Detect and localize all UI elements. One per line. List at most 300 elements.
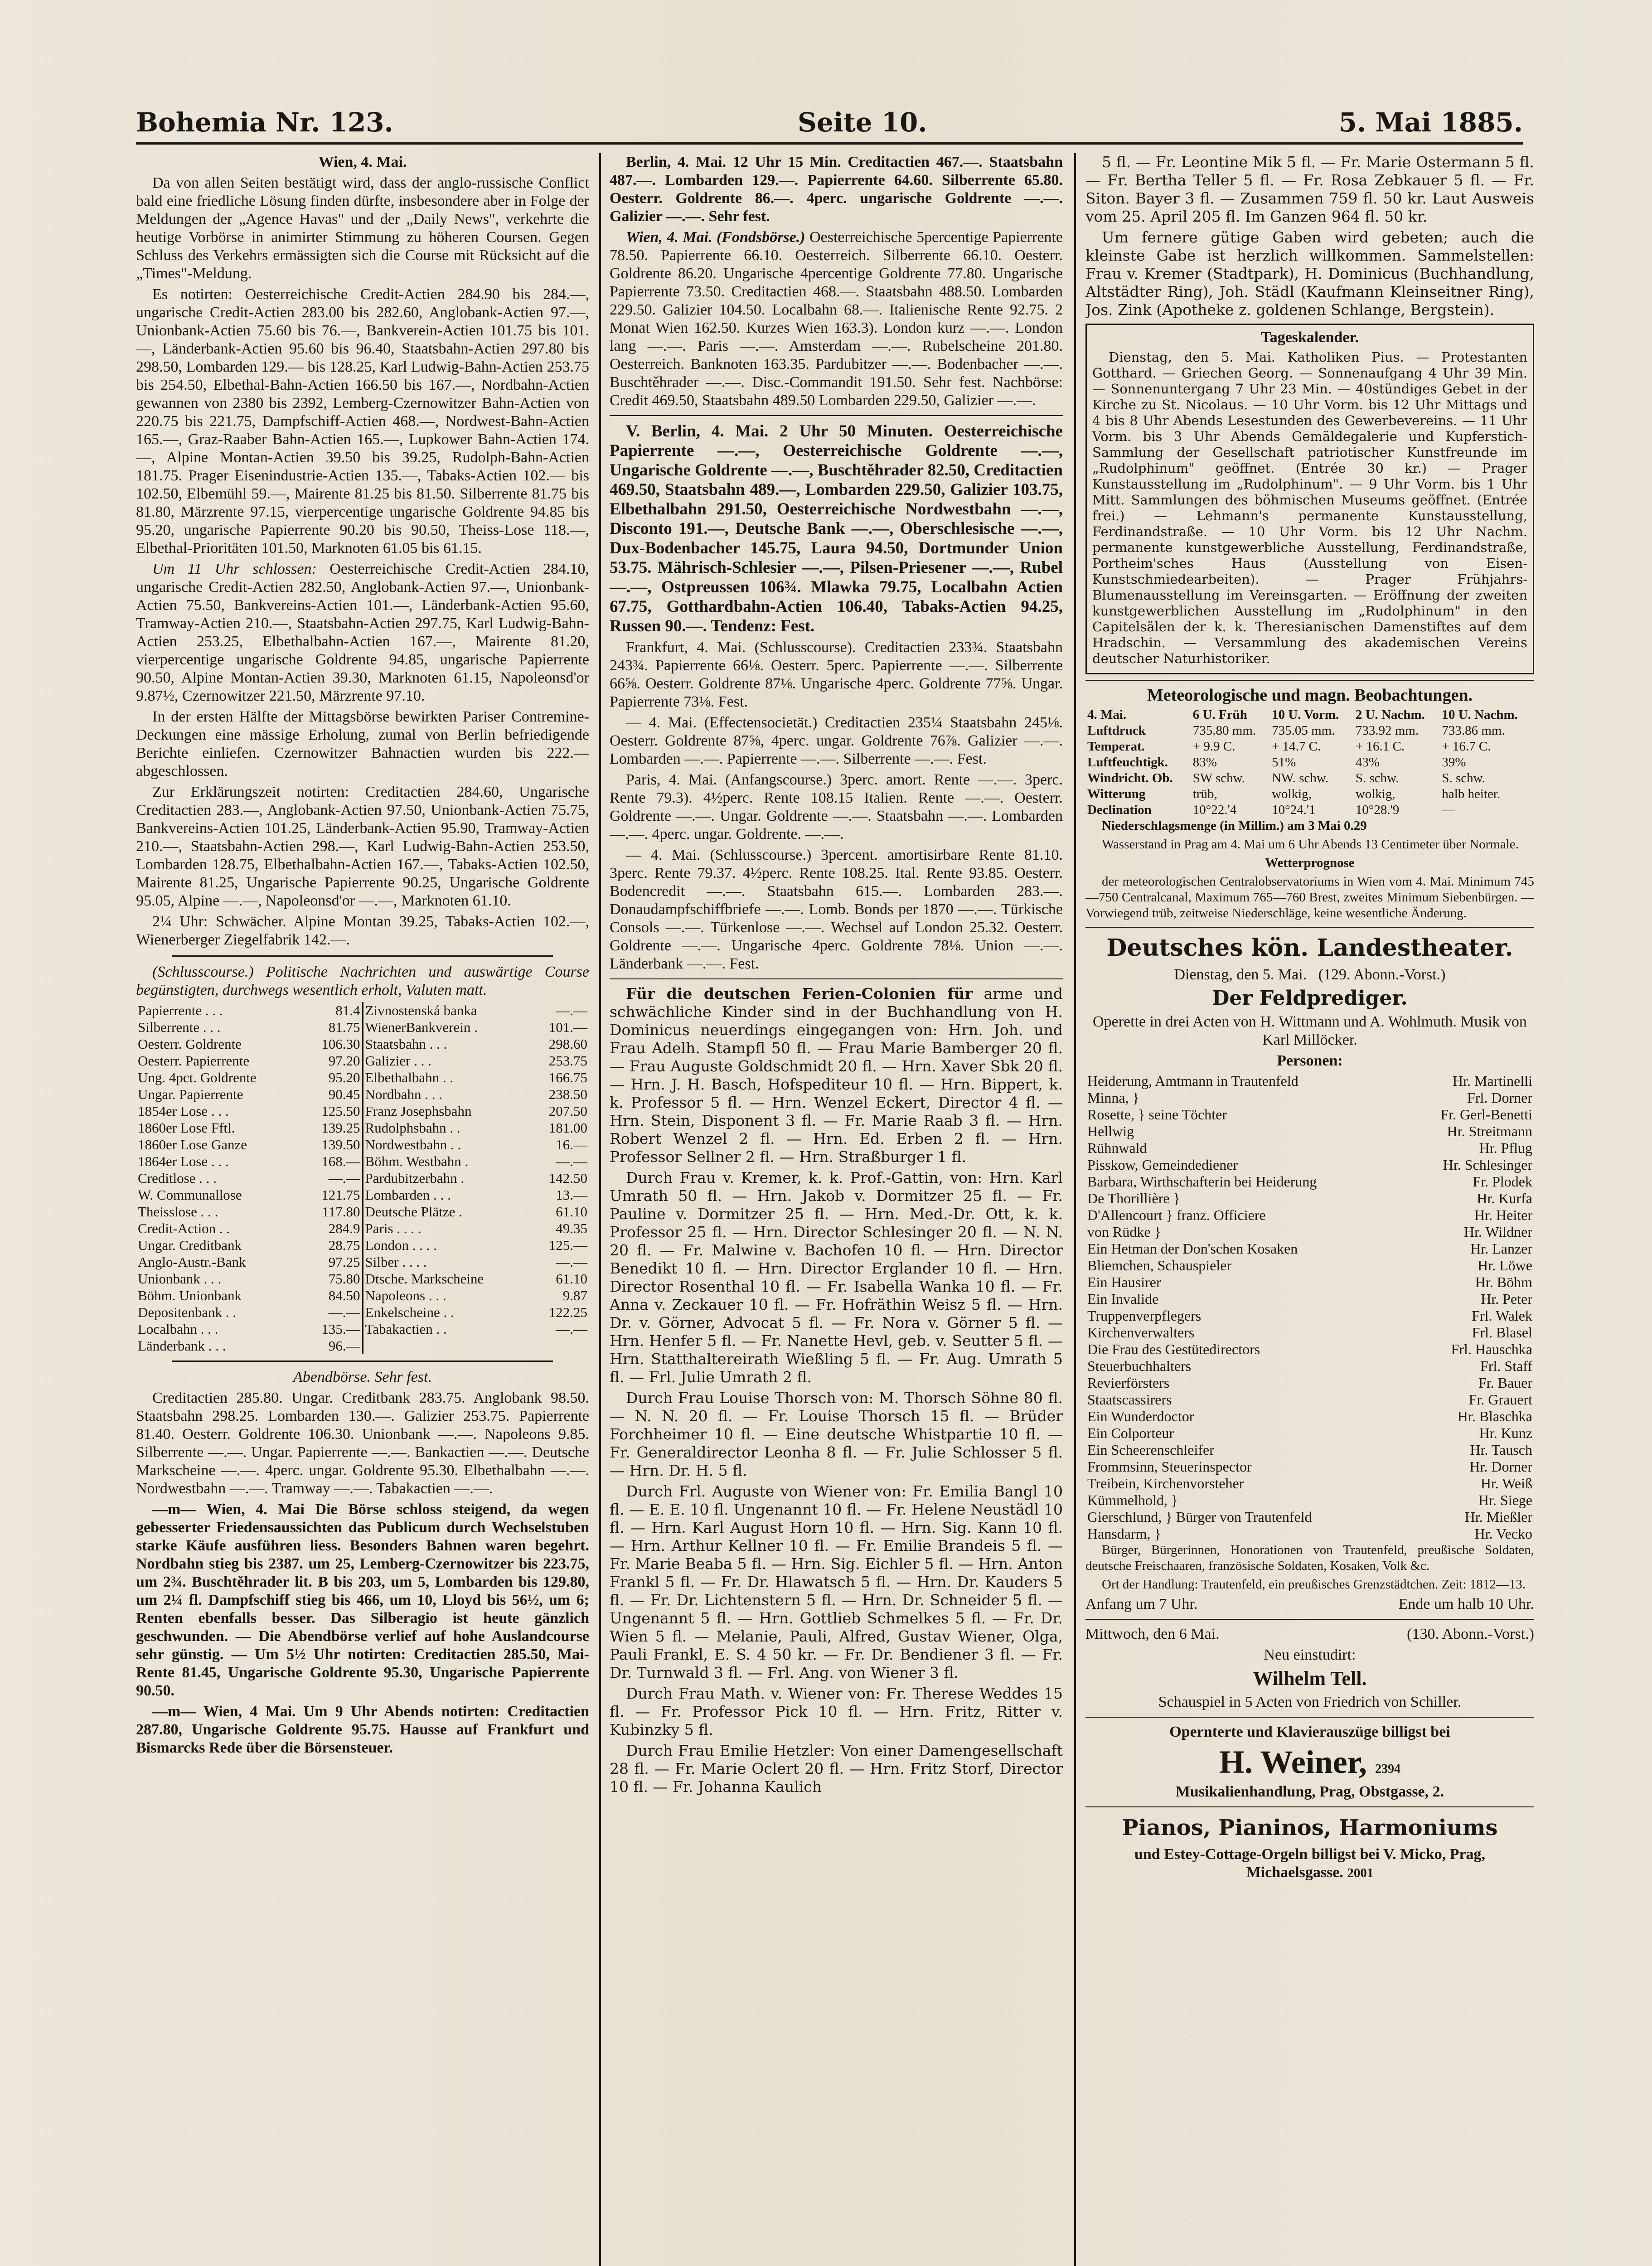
rates-table xyxy=(136,1002,589,1354)
rate-name: Oesterr. Goldrente xyxy=(138,1036,242,1052)
cast-row xyxy=(1085,1106,1534,1123)
wien-p4: In der ersten Hälfte der Mittagsbörse bewirkten Pariser Contremine-Deckungen eine mässige Erholung, zumal von Berlin befriedigende Berichte einliefen. Czernowitzer Bahnactien wurden bis 222.— abgeschlossen. xyxy=(136,708,589,780)
met-table xyxy=(1085,707,1534,818)
rate-name: Paris . . . . xyxy=(365,1220,421,1236)
cast-role: Ein Colporteur xyxy=(1087,1425,1174,1441)
cast-row xyxy=(1085,1375,1534,1391)
ad2-num: 2001 xyxy=(1347,1866,1374,1880)
cast-actor: Hr. Schlesinger xyxy=(1443,1157,1532,1173)
rates-row xyxy=(136,1069,589,1086)
mittwoch-line xyxy=(1085,1625,1534,1643)
rate-value: 61.10 xyxy=(556,1204,587,1220)
met-title: Meteorologische und magn. Beobachtungen. xyxy=(1147,686,1473,705)
column-divider-1 xyxy=(599,153,601,2266)
ferien3: Durch Frau Louise Thorsch von: M. Thorsch Söhne 80 fl. — N. N. 20 fl. — Fr. Louise Thorsch 15 fl. — Brüder Forchheimer 10 fl. — Eine deutsche Whistpartie 10 fl. — Fr. Generaldirector Leonha 8 fl. — Fr. Julie Schlosser 5 fl. — Hrn. Dr. H. 5 fl. xyxy=(610,1389,1063,1479)
column-3 xyxy=(1085,153,1534,2266)
rate-name: Ungar. Creditbank xyxy=(138,1237,242,1253)
met-label: Declination xyxy=(1087,803,1152,817)
wien-p3-head: Um 11 Uhr schlossen: xyxy=(152,561,317,577)
cast-row xyxy=(1085,1307,1534,1324)
met-niederschlag: Niederschlagsmenge (in Millim.) am 3 Mai 0.29 xyxy=(1102,818,1367,833)
rates-row xyxy=(136,1103,589,1119)
rate-value: —.— xyxy=(556,1321,587,1337)
wien3-text xyxy=(136,1703,589,1757)
cast-actor: Frl. Staff xyxy=(1480,1358,1532,1374)
rates-row xyxy=(136,1337,589,1354)
met-wasser: Wasserstand in Prag am 4. Mai um 6 Uhr Abends 13 Centimeter über Normale. xyxy=(1102,837,1519,852)
met-value: 43% xyxy=(1355,755,1380,770)
cast-row xyxy=(1085,1425,1534,1442)
rate-name: Franz Josephsbahn xyxy=(365,1103,472,1119)
cast-role: Ein Hausirer xyxy=(1087,1274,1161,1290)
cast-row xyxy=(1085,1073,1534,1089)
rate-name: Depositenbank . . xyxy=(138,1304,236,1320)
rate-name: 1864er Lose . . . xyxy=(138,1153,229,1169)
rate-value: 168.— xyxy=(304,1153,363,1170)
met-value: NW. schw. xyxy=(1272,771,1329,785)
met-value: trüb, xyxy=(1192,787,1217,801)
abend-title: Abendbörse. Sehr fest. xyxy=(293,1369,432,1385)
rate-value: 96.— xyxy=(304,1337,363,1354)
rate-name: Dtsche. Markscheine xyxy=(365,1271,484,1287)
rates-row xyxy=(136,1002,589,1019)
rates-row xyxy=(136,1287,589,1304)
issue-date: 5. Mai 1885. xyxy=(1338,107,1523,138)
cast-actor: Hr. Vecko xyxy=(1474,1525,1532,1542)
cast-role: Hansdarm, } xyxy=(1087,1525,1161,1542)
anfang: Anfang um 7 Uhr. xyxy=(1085,1596,1198,1612)
tell-title: Wilhelm Tell. xyxy=(1253,1667,1367,1690)
separator xyxy=(1085,927,1534,928)
ad2-title: Pianos, Pianinos, Harmoniums xyxy=(1122,1815,1498,1840)
met-value: 735.05 mm. xyxy=(1272,723,1335,738)
met-value: 10°24.'1 xyxy=(1272,803,1316,817)
cast-row xyxy=(1085,1509,1534,1525)
cast-actor: Hr. Tausch xyxy=(1470,1442,1532,1458)
met-label: Luftfeuchtigk. xyxy=(1087,755,1168,770)
cast-role: Kümmelhold, } xyxy=(1087,1492,1178,1508)
cast-role: Heiderung, Amtmann in Trautenfeld xyxy=(1087,1073,1298,1089)
cast-row xyxy=(1085,1190,1534,1207)
met-value: wolkig, xyxy=(1272,787,1312,801)
rate-name: Böhm. Unionbank xyxy=(138,1288,242,1303)
rates-row xyxy=(136,1086,589,1103)
header-rule xyxy=(136,142,1523,145)
cast-actor: Frl. Walek xyxy=(1472,1307,1532,1324)
rate-name: London . . . . xyxy=(365,1237,437,1253)
wien2-head: —m— Wien, 4. Mai xyxy=(152,1501,305,1518)
rate-value: 284.9 xyxy=(304,1220,363,1237)
rate-value: 81.4 xyxy=(304,1002,363,1019)
rate-value: 125.50 xyxy=(304,1103,363,1119)
met-value: + 9.9 C. xyxy=(1192,739,1235,754)
rate-value: 166.75 xyxy=(548,1070,587,1085)
cast-actor: Hr. Kurfa xyxy=(1477,1190,1532,1206)
rate-name: Länderbank . . . xyxy=(138,1338,226,1354)
rate-value: 135.— xyxy=(304,1321,363,1337)
tell-desc: Schauspiel in 5 Acten von Friedrich von Schiller. xyxy=(1158,1694,1462,1710)
met-value: S. schw. xyxy=(1355,771,1399,785)
rates-row xyxy=(136,1220,589,1237)
cast-actor: Hr. Mießler xyxy=(1464,1509,1532,1525)
rate-value: 16.— xyxy=(556,1137,587,1152)
cast-role: Gierschlund, } Bürger von Trautenfeld xyxy=(1087,1509,1312,1525)
rates-row xyxy=(136,1036,589,1052)
rate-name: Nordwestbahn . . xyxy=(365,1137,461,1152)
cast-actor: Hr. Pflug xyxy=(1479,1140,1532,1156)
rate-name: Galizier . . . xyxy=(365,1053,431,1069)
ad2-text xyxy=(1085,1845,1534,1882)
cast-role: Ein Invalide xyxy=(1087,1291,1159,1307)
paris1: Paris, 4. Mai. (Anfangscourse.) 3perc. amort. Rente —.—. 3perc. Rente 79.3). 4½perc. Rente 108.15 Italien. Rente —.—. Oesterr. Goldrente —.—. Ungar. Goldrente —.—. Staatsbahn —.—. Lombarden —.—. 4perc. ungar. Goldrente. —.—. xyxy=(610,771,1063,842)
theater-title: Deutsches kön. Landestheater. xyxy=(1106,934,1513,962)
play-desc: Operette in drei Acten von H. Wittmann und A. Wohlmuth. Musik von Karl Millöcker. xyxy=(1093,1013,1527,1048)
wetter-title: Wetterprognose xyxy=(1265,856,1355,870)
cast-role: Barbara, Wirthschafterin bei Heiderung xyxy=(1087,1173,1317,1190)
rate-value: 139.25 xyxy=(304,1119,363,1136)
met-header-cell: 10 U. Nachm. xyxy=(1442,707,1518,722)
cast-role: Ein Wunderdoctor xyxy=(1087,1408,1194,1424)
met-value: + 16.1 C. xyxy=(1355,739,1405,754)
neu: Neu einstudirt: xyxy=(1264,1646,1356,1663)
rates-row xyxy=(136,1203,589,1220)
cast-actor: Hr. Wildner xyxy=(1464,1224,1532,1240)
rate-value: 207.50 xyxy=(548,1103,587,1119)
wien-title: Wien, 4. Mai. xyxy=(318,154,407,170)
rate-value: 49.35 xyxy=(556,1220,587,1236)
cast-row xyxy=(1085,1207,1534,1224)
separator xyxy=(1085,680,1534,681)
cast-row xyxy=(1085,1274,1534,1291)
newspaper-name: Bohemia Nr. 123. xyxy=(136,107,393,138)
ad1-addr: Musikalienhandlung, Prag, Obstgasse, 2. xyxy=(1175,1783,1444,1800)
met-label: Windricht. Ob. xyxy=(1087,771,1173,785)
rate-value: 61.10 xyxy=(556,1271,587,1287)
rate-name: Deutsche Plätze . xyxy=(365,1204,462,1220)
rate-value: 101.— xyxy=(548,1019,587,1035)
rate-name: Unionbank . . . xyxy=(138,1271,222,1287)
wien-fonds-body: Oesterreichische 5percentige Papierrente 78.50. Papierrente 66.10. Oesterreich. Silberrente 66.10. Oesterr. Goldrente 86.20. Ungarische 4percentige Goldrente 77.80. Ungarische Papierrente 73.50. Creditactien 468.—. Staatsbahn 488.50. Lombarden 229.50. Galizier 104.50. Localbahn 68.—. Italienische Rente 92.75. 2 Monat Wien 162.50. Kurzes Wien 163.3). London kurz —.—. London lang —.—. Paris —.—. Amsterdam —.—. Rubelscheine 201.80. Oesterreich. Banknoten 163.35. Pardubitzer —.—. Bodenbacher —.—. Buschtěhrader —.—. Disc.-Commandit 191.50. Sehr fest. Nachbörse: Credit 469.50, Staatsbahn 489.50 Lombarden 229.50, Galizier —.—. xyxy=(610,229,1063,409)
met-value: 51% xyxy=(1272,755,1296,770)
theater-ort: Ort der Handlung: Trautenfeld, ein preußisches Grenzstädtchen. Zeit: 1812—13. xyxy=(1102,1577,1526,1592)
page-header xyxy=(136,107,1523,139)
wien2-text xyxy=(136,1501,589,1700)
rate-name: Silber . . . . xyxy=(365,1254,427,1270)
rate-name: Rudolphsbahn . . xyxy=(365,1120,460,1136)
rate-value: —.— xyxy=(556,1002,587,1018)
separator xyxy=(172,1361,553,1362)
cast-role: Revierförsters xyxy=(1087,1375,1170,1391)
frankfurt2: — 4. Mai. (Effectensocietät.) Creditactien 235¼ Staatsbahn 245⅛. Oesterr. Goldrente 87⅝, 4perc. ungar. Goldrente 76⅞. Galizier —.—. Lombarden —.—. Papierrente —.—. Silberrente —.—. Fest. xyxy=(610,714,1063,767)
met-header-row xyxy=(1085,707,1534,723)
separator xyxy=(1085,1619,1534,1620)
rate-name: Tabakactien . . xyxy=(365,1321,447,1337)
ad1-name xyxy=(1085,1744,1534,1780)
cast-row xyxy=(1085,1492,1534,1509)
cast-actor: Hr. Böhm xyxy=(1475,1274,1532,1290)
rates-row xyxy=(136,1119,589,1136)
rate-name: Böhm. Westbahn . xyxy=(365,1153,469,1169)
rate-name: Ungar. Papierrente xyxy=(138,1086,243,1102)
ferien-cont: 5 fl. — Fr. Leontine Mik 5 fl. — Fr. Marie Ostermann 5 fl. — Fr. Bertha Teller 5 fl. — Fr. Rosa Zebkauer 5 fl. — Fr. Siton. Bayer 3 fl. — Zusammen 759 fl. 50 kr. Laut Ausweis vom 25. April 205 fl. Im Ganzen 964 fl. 50 kr. xyxy=(1085,153,1534,225)
cast-role: Ein Scheerenschleifer xyxy=(1087,1442,1214,1458)
rate-value: 9.87 xyxy=(562,1288,587,1303)
rate-value: 106.30 xyxy=(304,1036,363,1052)
cast-role: Bliemchen, Schauspieler xyxy=(1087,1257,1232,1273)
cast-row xyxy=(1085,1257,1534,1274)
abend-text: Creditactien 285.80. Ungar. Creditbank 283.75. Anglobank 98.50. Staatsbahn 298.25. Lombarden 130.—. Galizier 253.75. Papierrente 81.40. Oesterr. Goldrente 106.30. Unionbank —.—. Napoleons 9.85. Silberrente —.—. Ungar. Papierrente —.—. Bankactien —.—. Deutsche Markscheine —.—. 4perc. ungar. Goldrente 95.30. Elbethalbahn —.—. Nordwestbahn —.—. Tramway —.—. Tabakactien —.—. xyxy=(136,1390,589,1497)
rate-name: 1854er Lose . . . xyxy=(138,1103,229,1119)
cast-role: Staatscassirers xyxy=(1087,1391,1172,1408)
cast-row xyxy=(1085,1442,1534,1458)
cast-role: Rühnwald xyxy=(1087,1140,1147,1156)
cast-row xyxy=(1085,1140,1534,1157)
rate-name: Lombarden . . . xyxy=(365,1187,451,1203)
rate-value: —.— xyxy=(304,1304,363,1321)
rate-value: 253.75 xyxy=(548,1053,587,1069)
ferien-title: Für die deutschen Ferien-Colonien für xyxy=(626,985,973,1002)
rate-value: —.— xyxy=(556,1254,587,1270)
met-value: wolkig, xyxy=(1355,787,1395,801)
rate-value: 95.20 xyxy=(304,1069,363,1086)
wien3-head: —m— Wien, 4 Mai. xyxy=(152,1703,296,1720)
rate-name: Napoleons . . . xyxy=(365,1288,446,1303)
rate-value: 28.75 xyxy=(304,1237,363,1254)
rate-name: Staatsbahn . . . xyxy=(365,1036,447,1052)
cast-row xyxy=(1085,1173,1534,1190)
kal-text: Dienstag, den 5. Mai. Katholiken Pius. — Protestanten Gotthard. — Griechen Georg. — Sonnenaufgang 4 Uhr 39 Min. — Sonnenuntergang 7 Uhr 23 Min. — 40stündiges Gebet in der Kirche zu St. Nicolaus. — 10 Uhr Vorm. bis 12 Uhr Mittags und 4 bis 8 Uhr Abends Lesestunden des Gewerbevereins. — 11 Uhr Vorm. bis 3 Uhr Abends Gemäldegalerie und Kupferstich-Sammlung der Gesellschaft patriotischer Kunstfreunde im „Rudolphinum" geöffnet. (Entrée 30 kr.) — Prager Kunstausstellung im „Rudolphinum". — 9 Uhr Vorm. bis 1 Uhr Mitt. Sammlungen des böhmischen Museums geöffnet. (Entrée frei.) — Lehmann's permanente Kunstausstellung, Ferdinandstraße. — 10 Uhr Vorm. bis 12 Uhr Nachm. permanente kunstgewerbliche Ausstellung, Ferdinandstraße, Portheim'sches Haus (Ausstellung von Eisen-Kunstschmiedearbeiten). — Prager Frühjahrs-Blumenausstellung im Vereinsgarten. — Eröffnung der zweiten kunstgewerblichen Ausstellung im „Rudolphinum" in den Capitelsälen der k. k. Theresianischen Damenstiftes auf dem Hradschin. — Versammlung des akademischen Vereins deutscher Naturhistoriker. xyxy=(1092,349,1527,666)
rates-row xyxy=(136,1321,589,1337)
cast-actor: Hr. Heiter xyxy=(1474,1207,1532,1223)
column-2 xyxy=(610,153,1063,2266)
theater-abonn: (129. Abonn.-Vorst.) xyxy=(1318,966,1446,983)
rate-value: 84.50 xyxy=(304,1287,363,1304)
met-value: 10°28.'9 xyxy=(1355,803,1400,817)
met-header-cell: 10 U. Vorm. xyxy=(1272,707,1339,722)
met-value: + 14.7 C. xyxy=(1272,739,1321,754)
met-value: 83% xyxy=(1192,755,1217,770)
cast-actor: Fr. Grauert xyxy=(1468,1391,1532,1408)
cast-row xyxy=(1085,1324,1534,1341)
cast-role: Hellwig xyxy=(1087,1123,1134,1139)
cast-row xyxy=(1085,1475,1534,1492)
wien-p5: Zur Erklärungszeit notirten: Creditactien 284.60, Ungarische Creditactien 283.—, Anglobank-Actien 97.50, Unionbank-Actien 75.75, Bankvereins-Actien 101.25, Länderbank-Actien 95.90, Tramway-Actien 210.—, Staatsbahn-Actien 298.—, Karl Ludwig-Bahn-Actien 253.50, Lombarden 128.75, Elbethalbahn-Actien 167.—, Tabaks-Actien 102.50, Mairente 81.25, Ungarische Papierrente 90.25, Ungarische Goldrente 95.05, Alpine —.—, Napoleonsd'or —.—, Marknoten 61.10. xyxy=(136,784,589,909)
cast-row xyxy=(1085,1240,1534,1257)
met-row xyxy=(1085,723,1534,739)
cast-actor: Hr. Weiß xyxy=(1480,1475,1532,1491)
wien3-body: Um 9 Uhr Abends notirten: Creditactien 287.80, Ungarische Goldrente 95.75. Hausse auf Frankfurt und Bismarcks Rede über die Börsensteuer. xyxy=(136,1703,589,1756)
separator xyxy=(610,978,1063,979)
cast-row xyxy=(1085,1408,1534,1425)
wien-p2: Es notirten: Oesterreichische Credit-Actien 284.90 bis 284.—, ungarische Credit-Actien 283.00 bis 282.60, Anglobank-Actien 97.—, Unionbank-Actien 75.60 bis 76.—, Bankverein-Actien 101.75 bis 101.—, Länderbank-Actien 95.60 bis 96.40, Staatsbahn-Actien 297.80 bis 298.50, Lombarden 129.— bis 128.25, Karl Ludwig-Bahn-Actien 253.75 bis 254.50, Elbethal-Bahn-Actien 166.50 bis 167.—, Nordbahn-Actien gewannen von 2380 bis 2392, Lemberg-Czernowitzer Bahn-Actien von 220.75 bis 221.75, Dampfschiff-Actien 468.—, Nordwest-Bahn-Actien 165.—, Graz-Raaber Bahn-Actien 165.—, Lupkower Bahn-Actien 174.—, Alpine Montan-Actien 39.50 bis 39.25, Rudolph-Bahn-Actien 181.75. Prager Eisenindustrie-Actien 135.—, Tabaks-Actien 102.— bis 102.50, Elbemühl 59.—, Mairente 81.25 bis 81.50. Silberrente 81.75 bis 81.80, Märzrente 97.15, vierpercentige ungarische Goldrente 94.85 bis 95.20, ungarische Papierrente 90.20 bis 90.50, Theiss-Lose 118.—, Elbethal-Prioritäten 101.50, Marknoten 61.05 bis 61.15. xyxy=(136,286,589,557)
rate-name: WienerBankverein . xyxy=(365,1019,478,1035)
cast-role: Kirchenverwalters xyxy=(1087,1324,1195,1341)
cast-actor: Frl. Dorner xyxy=(1467,1089,1532,1106)
rate-value: 90.45 xyxy=(304,1086,363,1103)
cast-role: Rosette, } seine Töchter xyxy=(1087,1106,1227,1123)
theater-times xyxy=(1085,1595,1534,1613)
rate-value: 139.50 xyxy=(304,1136,363,1153)
met-value: — xyxy=(1442,803,1455,817)
ad1-num: 2394 xyxy=(1375,1762,1401,1776)
cast-role: Treibein, Kirchenvorsteher xyxy=(1087,1475,1244,1491)
met-label: Witterung xyxy=(1087,787,1146,801)
cast-role: Die Frau des Gestütedirectors xyxy=(1087,1341,1260,1357)
rate-name: Elbethalbahn . . xyxy=(365,1070,454,1085)
cast-actor: Hr. Kunz xyxy=(1479,1425,1532,1441)
rate-value: 97.25 xyxy=(304,1254,363,1270)
ad2-text-body: und Estey-Cottage-Orgeln billigst bei V. Micko, Prag, Michaelsgasse. xyxy=(1134,1846,1486,1881)
cast-row xyxy=(1085,1224,1534,1240)
met-label: Temperat. xyxy=(1087,739,1145,754)
rates-row xyxy=(136,1019,589,1036)
rate-value: 81.75 xyxy=(304,1019,363,1036)
cast-actor: Hr. Löwe xyxy=(1478,1257,1532,1273)
cast-role: Minna, } xyxy=(1087,1089,1139,1106)
cast-role: von Rüdke } xyxy=(1087,1224,1161,1240)
cast-role: Pisskow, Gemeindediener xyxy=(1087,1157,1238,1173)
ferien6: Durch Frau Emilie Hetzler: Von einer Damengesellschaft 28 fl. — Fr. Marie Oclert 20 fl. — Hrn. Fritz Storf, Director 10 fl. — Fr. Johanna Kaulich xyxy=(610,1742,1063,1796)
rate-name: 1860er Lose Ganze xyxy=(138,1137,247,1152)
cast-row xyxy=(1085,1458,1534,1475)
rates-row xyxy=(136,1237,589,1254)
cast-actor: Fr. Bauer xyxy=(1478,1375,1532,1391)
cast-row xyxy=(1085,1089,1534,1106)
rates-row xyxy=(136,1153,589,1170)
theater-date: Dienstag, den 5. Mai. xyxy=(1174,966,1307,983)
paris2: — 4. Mai. (Schlusscourse.) 3percent. amortisirbare Rente 81.10. 3perc. Rente 79.37. 4½perc. Rente 108.25. Ital. Rente 93.85. Oesterr. Bodencredit —.—. Staatsbahn 615.—. Lombarden 283.—. Donaudampfschiffbriefe —.—. Lomb. Bonds per 1870 —.—. Türkische Consols —.—. Türkenlose —.—. Wechsel auf London 25.32. Oesterr. Goldrente —.—. Ungarische 4perc. Goldrente 78⅛. Union —.—. Länderbank —.—. Fest. xyxy=(610,847,1063,972)
cast-actor: Hr. Blaschka xyxy=(1457,1408,1532,1424)
met-value: + 16.7 C. xyxy=(1442,739,1491,754)
tageskalender-box xyxy=(1085,324,1534,674)
cast-role: De Thorillière } xyxy=(1087,1190,1180,1206)
rate-value: 97.20 xyxy=(304,1052,363,1069)
ad1-top: Opernterte und Klavierauszüge billigst bei xyxy=(1169,1724,1450,1740)
theater-date-line xyxy=(1085,966,1534,984)
met-header-cell: 2 U. Nachm. xyxy=(1355,707,1425,722)
cast-actor: Hr. Lanzer xyxy=(1470,1240,1532,1257)
cast-actor: Fr. Gerl-Benetti xyxy=(1440,1106,1532,1123)
cast-row xyxy=(1085,1525,1534,1542)
cast-role: Ein Hetman der Don'schen Kosaken xyxy=(1087,1240,1298,1257)
separator xyxy=(610,415,1063,416)
met-row xyxy=(1085,802,1534,818)
cast-row xyxy=(1085,1341,1534,1358)
cast-row xyxy=(1085,1358,1534,1375)
rate-name: Nordbahn . . . xyxy=(365,1086,442,1102)
met-value: 39% xyxy=(1442,755,1466,770)
separator xyxy=(1085,1806,1534,1807)
personen: Personen: xyxy=(1277,1052,1343,1069)
rate-value: 298.60 xyxy=(548,1036,587,1052)
cast-role: D'Allencourt } franz. Officiere xyxy=(1087,1207,1266,1223)
separator xyxy=(172,955,553,957)
berlin2 xyxy=(610,421,1063,636)
rate-value xyxy=(531,1337,589,1354)
cast-role: Truppenverpflegers xyxy=(1087,1307,1201,1324)
berlin2-head: V. Berlin, 4. Mai. 2 Uhr 50 Minuten. xyxy=(626,422,933,441)
kal-title: Tageskalender. xyxy=(1261,329,1359,346)
rate-name: 1860er Lose Fftl. xyxy=(138,1120,235,1136)
met-row xyxy=(1085,770,1534,786)
rate-value: 121.75 xyxy=(304,1186,363,1203)
rate-name xyxy=(363,1337,531,1354)
met-header-cell: 6 U. Früh xyxy=(1192,707,1247,722)
rates-row xyxy=(136,1270,589,1287)
rate-value: —.— xyxy=(556,1153,587,1169)
rate-name: Theisslose . . . xyxy=(138,1204,218,1220)
rate-name: Pardubitzerbahn . xyxy=(365,1170,465,1186)
rate-name: Creditlose . . . xyxy=(138,1170,217,1186)
met-row xyxy=(1085,755,1534,770)
ferien-cont2: Um fernere gütige Gaben wird gebeten; auch die kleinste Gabe ist herzlich willkommen. Sammelstellen: Frau v. Kremer (Stadtpark), H. Dominicus (Buchhandlung, Altstädter Ring), Joh. Städl (Kaufmann Kleinseitner Ring), Jos. Zink (Apotheke z. goldenen Schlange, Bergstein). xyxy=(1085,228,1534,319)
met-value: 10°22.'4 xyxy=(1192,803,1237,817)
met-value: 735.80 mm. xyxy=(1192,723,1256,738)
ferien5: Durch Frau Math. v. Wiener von: Fr. Therese Weddes 15 fl. — Fr. Professor Pick 10 fl. — Hrn. Fritz, Ritter v. Kubinzky 5 fl. xyxy=(610,1685,1063,1738)
met-label: Luftdruck xyxy=(1087,723,1146,738)
rate-name: Enkelscheine . . xyxy=(365,1304,454,1320)
wien2-body: Die Börse schloss steigend, da wegen gebesserter Friedensaussichten das Publicum durch Wechselstuben starke Käufe ausführen liess. Besonders Bahnen waren begehrt. Nordbahn stieg bis 2387. um 25, Lemberg-Czernowitzer bis 223.75, um 2¾. Buschtěhrader lit. B bis 203, um 5, Lombarden bis 129.80, um 2¼ fl. Dampfschiff stieg bis 466, um 10, Lloyd bis 56½, um 6; Renten ebenfalls besser. Das Silberagio ist heute gänzlich geschwunden. — Die Abendbörse verlief auf hohe Auslandcourse sehr günstig. — Um 5½ Uhr notirten: Creditactien 285.50, Mai-Rente 81.45, Ungarische Goldrente 95.30, Ungarische Papierrente 90.50. xyxy=(136,1501,589,1699)
met-header-cell: 4. Mai. xyxy=(1087,707,1127,722)
rates-row xyxy=(136,1052,589,1069)
cast-table xyxy=(1085,1073,1534,1542)
met-value: SW schw. xyxy=(1192,771,1245,785)
rates-row xyxy=(136,1136,589,1153)
column-1 xyxy=(136,153,589,2266)
rates-row xyxy=(136,1254,589,1270)
rate-value: 13.— xyxy=(556,1187,587,1203)
close-intro: (Schlusscourse.) Politische Nachrichten und auswärtige Course begünstigten, durchwegs wesentlich erholt, Valuten matt. xyxy=(136,964,589,998)
ende: Ende um halb 10 Uhr. xyxy=(1398,1596,1534,1612)
met-value: halb heiter. xyxy=(1442,787,1501,801)
berlin1: Berlin, 4. Mai. 12 Uhr 15 Min. Creditactien 467.—. Staatsbahn 487.—. Lombarden 129.—. Papierrente 64.60. Silberrente 65.80. Oesterr. Goldrente 86.—. 4perc. ungarische Goldrente —.—. Galizier —.—. Sehr fest. xyxy=(610,154,1063,225)
ferien xyxy=(610,985,1063,1166)
separator xyxy=(1085,1717,1534,1718)
ferien4: Durch Frl. Auguste von Wiener von: Fr. Emilia Bangl 10 fl. — E. E. 10 fl. Ungenannt 10 fl. — Fr. Helene Neustädl 10 fl. — Hrn. Karl August Horn 10 fl. — Hrn. Sig. Kann 10 fl. — Hrn. Arthur Kellner 10 fl. — Fr. Emilie Brandeis 5 fl. — Fr. Marie Beaba 5 fl. — Hrn. Sig. Eichler 5 fl. — Hrn. Anton Frankl 5 fl. — Fr. Dr. Hlawatsch 5 fl. — Hrn. Dr. Kauders 5 fl. — Fr. Dr. Lichtenstern 5 fl. — Hrn. Dr. Schneider 5 fl. — Ungenannt 5 fl. — Hrn. Gottlieb Schmelkes 5 fl. — Fr. Dr. Wien 5 fl. — Melanie, Pauli, Alfred, Gustav Wiener, Olga, Pauli Frankl, E. S. 4 50 kr. — Fr. Dr. Bendiener 3 fl. — Fr. Dr. Turnwald 3 fl. — Frl. Ang. von Wiener 3 fl. xyxy=(610,1482,1063,1681)
rates-row xyxy=(136,1304,589,1321)
rate-name: Zivnostenská banka xyxy=(365,1002,477,1018)
play-title: Der Feldprediger. xyxy=(1212,987,1408,1010)
cast-row xyxy=(1085,1157,1534,1173)
mittwoch-abonn: (130. Abonn.-Vorst.) xyxy=(1407,1626,1534,1642)
met-row xyxy=(1085,739,1534,755)
frankfurt1: Frankfurt, 4. Mai. (Schlusscourse). Creditactien 233¾. Staatsbahn 243¾. Papierrente 66⅛. Oesterr. 5perc. Papierrente —.—. Silberrente 66⅝. Oesterr. Goldrente 87⅛. Ungarische 4perc. Goldrente 77⅝. Ungar. Papierrente 73⅛. Fest. xyxy=(610,639,1063,710)
met-value: 733.86 mm. xyxy=(1442,723,1505,738)
met-value: 733.92 mm. xyxy=(1355,723,1419,738)
wien-p6: 2¼ Uhr: Schwächer. Alpine Montan 39.25, Tabaks-Actien 102.—, Wienerberger Ziegelfabrik 142.—. xyxy=(136,913,589,948)
cast-actor: Hr. Dorner xyxy=(1469,1458,1532,1475)
cast-row xyxy=(1085,1391,1534,1408)
rate-value: 142.50 xyxy=(548,1170,587,1186)
theater-note: Bürger, Bürgerinnen, Honorationen von Trautenfeld, preußische Soldaten, deutsche Freischaaren, französische Soldaten, Kosaken, Volk &c. xyxy=(1085,1543,1534,1573)
cast-actor: Hr. Siege xyxy=(1478,1492,1532,1508)
cast-actor: Hr. Peter xyxy=(1481,1291,1532,1307)
page-number: Seite 10. xyxy=(798,107,927,138)
met-row xyxy=(1085,786,1534,802)
wien-fonds xyxy=(610,228,1063,410)
rate-name: Oesterr. Papierrente xyxy=(138,1053,250,1069)
rate-name: Credit-Action . . xyxy=(138,1220,230,1236)
rate-value: —.— xyxy=(304,1170,363,1186)
rate-value: 238.50 xyxy=(548,1086,587,1102)
rate-value: 75.80 xyxy=(304,1270,363,1287)
cast-actor: Hr. Streitmann xyxy=(1447,1123,1532,1139)
rate-value: 125.— xyxy=(548,1237,587,1253)
cast-row xyxy=(1085,1291,1534,1307)
cast-actor: Fr. Plodek xyxy=(1473,1173,1532,1190)
rates-row xyxy=(136,1186,589,1203)
rate-name: Localbahn . . . xyxy=(138,1321,218,1337)
